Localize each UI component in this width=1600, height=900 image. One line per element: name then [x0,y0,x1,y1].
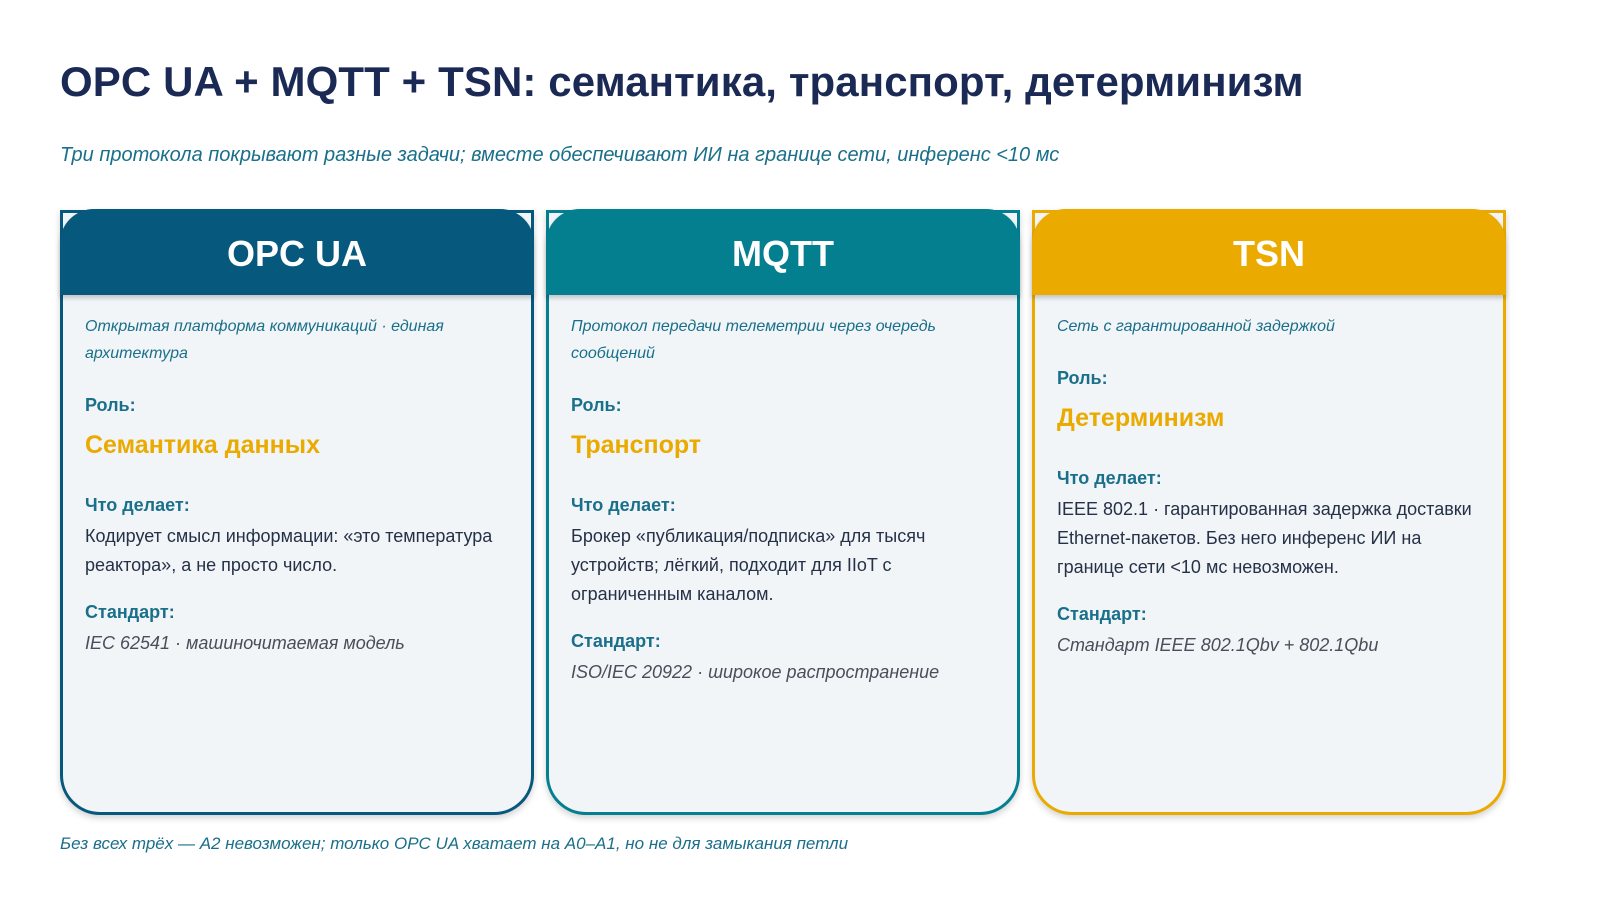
card-body [571,313,995,687]
standard-label: Стандарт: [85,602,175,622]
card-body [1057,313,1481,660]
card-mqtt [546,210,1020,815]
does-label: Что делает: [85,495,190,515]
does-label: Что делает: [571,495,676,515]
card-description: Протокол передачи телеметрии через очередь сообщений [571,318,936,362]
card-tsn [1032,210,1506,815]
card-title: TSN [1233,233,1305,274]
card-header-tsn [1032,209,1506,295]
does-text: Брокер «публикация/подписка» для тысяч устройств; лёгкий, подходит для IIoT с ограниченным каналом. [571,526,926,604]
standard-value: ISO/IEC 20922 · широкое распространение [571,662,940,682]
role-label: Роль: [85,395,136,415]
card-opc-ua [60,210,534,815]
standard-label: Стандарт: [1057,604,1147,624]
role-value: Семантика данных [85,431,320,459]
card-header-mqtt [546,209,1020,295]
does-label: Что делает: [1057,468,1162,488]
role-label: Роль: [571,395,622,415]
card-body [85,313,509,658]
standard-label: Стандарт: [571,631,661,651]
card-title: MQTT [732,233,834,274]
card-title: OPC UA [226,233,367,274]
standard-value: Стандарт IEEE 802.1Qbv + 802.1Qbu [1057,635,1379,655]
page-subtitle: Три протокола покрывают разные задачи; вместе обеспечивают ИИ на границе сети, инференс <10 мс [60,144,1060,166]
role-label: Роль: [1057,368,1108,388]
card-description: Открытая платформа коммуникаций · единая архитектура [85,318,444,362]
role-value: Детерминизм [1057,404,1225,432]
card-header-opc-ua [60,209,534,295]
standard-value: IEC 62541 · машиночитаемая модель [85,633,405,653]
does-text: Кодирует смысл информации: «это температура реактора», а не просто число. [85,526,493,575]
page-title: OPC UA + MQTT + TSN: семантика, транспорт, детерминизм [60,58,1304,105]
footer-note: Без всех трёх — A2 невозможен; только OPC UA хватает на A0–A1, но не для замыкания петли [60,834,849,853]
card-description: Сеть с гарантированной задержкой [1057,318,1335,335]
role-value: Транспорт [571,431,702,459]
does-text: IEEE 802.1 · гарантированная задержка доставки Ethernet-пакетов. Без него инференс ИИ на границе сети <10 мс невозможен. [1057,499,1472,577]
